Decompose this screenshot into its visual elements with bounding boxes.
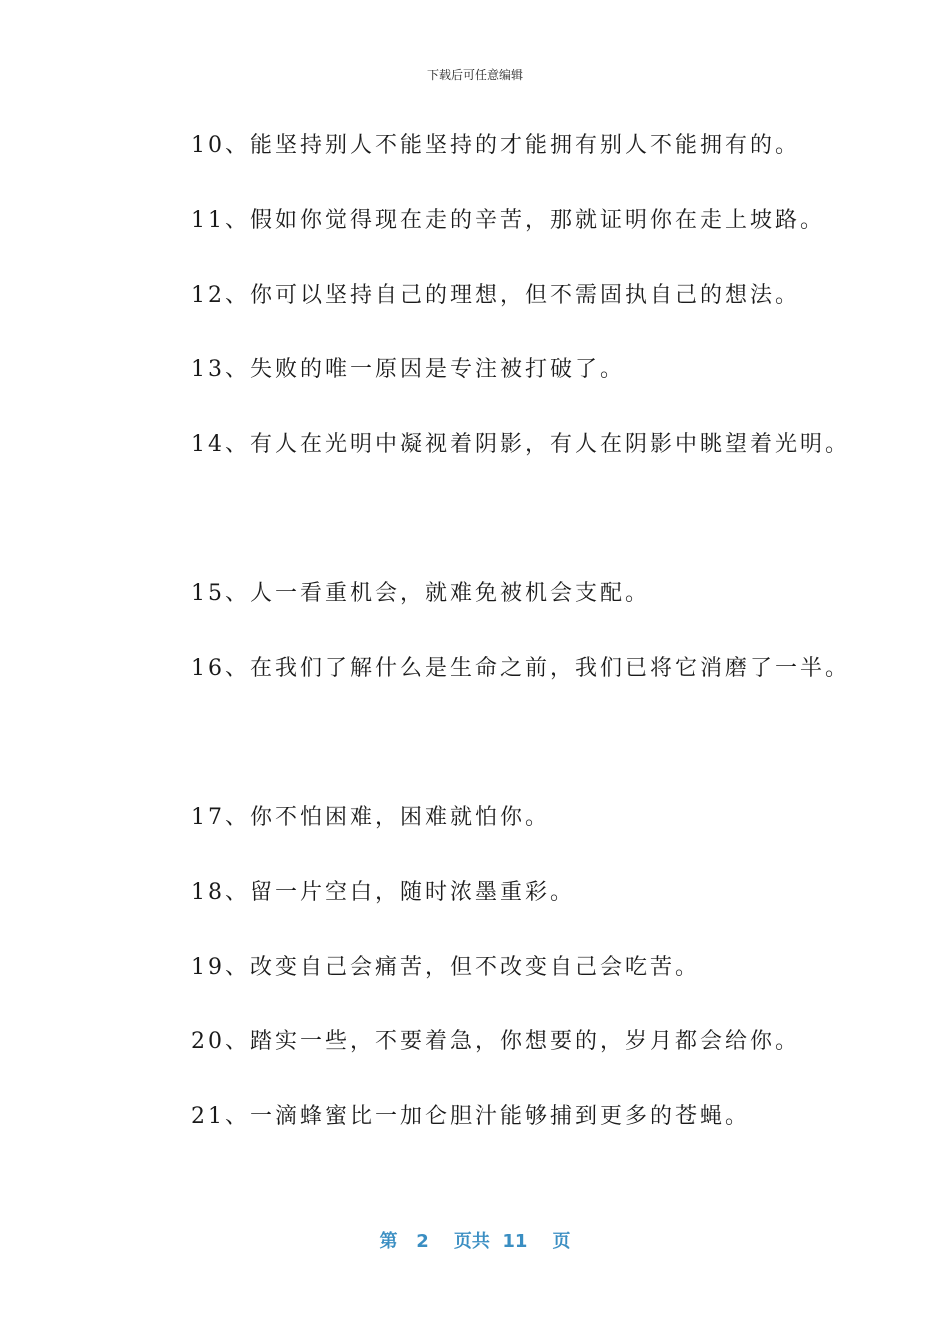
quote-line: 20、踏实一些，不要着急，你想要的，岁月都会给你。: [191, 1029, 800, 1054]
quote-line: 10、能坚持别人不能坚持的才能拥有别人不能拥有的。: [191, 133, 800, 158]
quote-line: 11、假如你觉得现在走的辛苦，那就证明你在走上坡路。: [191, 208, 825, 233]
footer-middle: 页共: [453, 1231, 490, 1252]
quote-line: 13、失败的唯一原因是专注被打破了。: [191, 357, 625, 382]
footer-prefix: 第: [379, 1231, 398, 1252]
quote-line: 17、你不怕困难，困难就怕你。: [191, 805, 550, 830]
page-header: 下载后可任意编辑: [426, 68, 523, 82]
quote-line: 12、你可以坚持自己的理想，但不需固执自己的想法。: [191, 283, 800, 308]
total-pages-number: 11: [502, 1231, 528, 1252]
quote-line: 18、留一片空白，随时浓墨重彩。: [191, 880, 575, 905]
quote-line: 15、人一看重机会，就难免被机会支配。: [191, 581, 650, 606]
footer-suffix: 页: [552, 1231, 571, 1252]
page-footer: [0, 1227, 950, 1253]
current-page-number: 2: [416, 1231, 429, 1252]
quote-line: 19、改变自己会痛苦，但不改变自己会吃苦。: [191, 955, 700, 980]
quote-line: 14、有人在光明中凝视着阴影，有人在阴影中眺望着光明。: [191, 432, 850, 457]
quote-line: 16、在我们了解什么是生命之前，我们已将它消磨了一半。: [191, 656, 850, 681]
quote-line: 21、一滴蜂蜜比一加仑胆汁能够捕到更多的苍蝇。: [191, 1104, 750, 1129]
